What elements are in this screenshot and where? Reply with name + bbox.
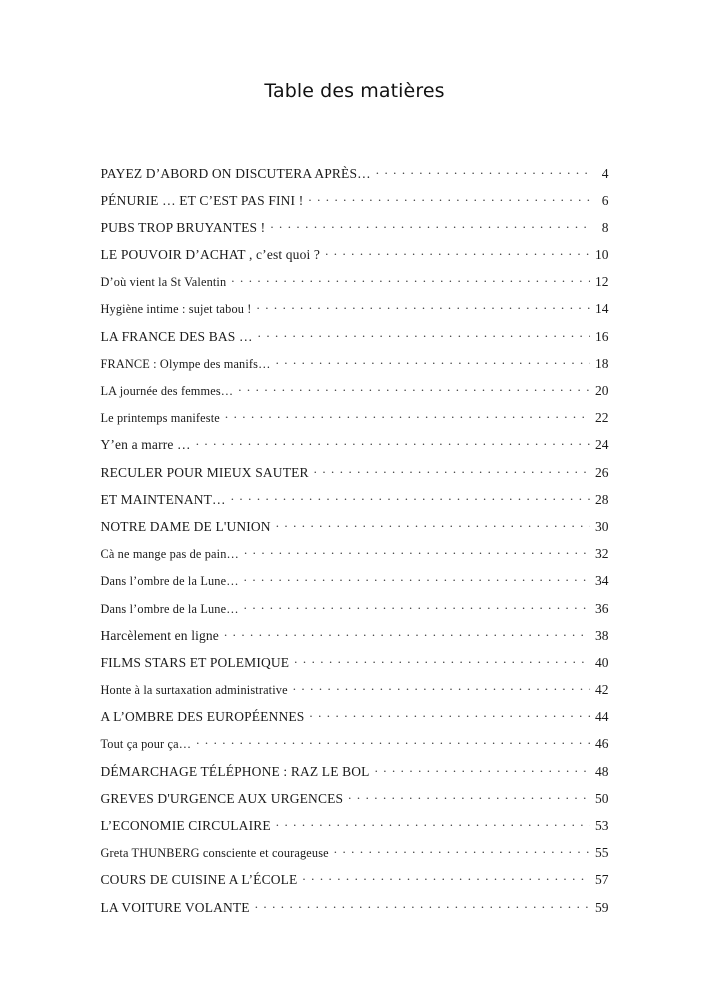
toc-entry[interactable] bbox=[101, 708, 609, 735]
toc-leader-dots bbox=[231, 273, 589, 287]
toc-entry-label: LE POUVOIR D’ACHAT , c’est quoi ? bbox=[100, 247, 321, 263]
toc-entry-page-number: 46 bbox=[595, 736, 609, 752]
toc-entry-page-number: 28 bbox=[595, 491, 609, 507]
toc-leader-dots bbox=[255, 898, 590, 912]
toc-entry[interactable] bbox=[101, 789, 609, 816]
toc-entry-page-number: 30 bbox=[595, 518, 609, 534]
toc-entry-page-number: 59 bbox=[595, 899, 609, 915]
toc-entry-label: PAYEZ D’ABORD ON DISCUTERA APRÈS… bbox=[100, 165, 371, 181]
toc-leader-dots bbox=[224, 626, 590, 640]
toc-entry[interactable] bbox=[101, 817, 609, 844]
toc-entry[interactable] bbox=[101, 653, 609, 680]
toc-entry-label: ET MAINTENANT… bbox=[100, 491, 226, 507]
toc-entry-label: Hygiène intime : sujet tabou ! bbox=[100, 302, 252, 317]
toc-entry-label: Harcèlement en ligne bbox=[100, 627, 219, 643]
toc-entry-page-number: 14 bbox=[595, 301, 609, 317]
toc-leader-dots bbox=[334, 844, 590, 858]
toc-entry[interactable] bbox=[101, 545, 609, 572]
toc-leader-dots bbox=[325, 246, 589, 260]
toc-entry-page-number: 12 bbox=[595, 274, 609, 290]
toc-entry-label: GREVES D'URGENCE AUX URGENCES bbox=[100, 790, 344, 806]
toc-leader-dots bbox=[244, 545, 590, 559]
toc-leader-dots bbox=[308, 191, 589, 205]
toc-leader-dots bbox=[293, 681, 590, 695]
toc-entry[interactable] bbox=[101, 164, 609, 191]
toc-entry-label: Tout ça pour ça… bbox=[100, 737, 192, 752]
toc-entry[interactable] bbox=[101, 191, 609, 218]
toc-entry-page-number: 34 bbox=[595, 573, 609, 589]
toc-entry[interactable] bbox=[101, 246, 609, 273]
toc-leader-dots bbox=[257, 300, 590, 314]
toc-entry-page-number: 48 bbox=[595, 763, 609, 779]
toc-entry-page-number: 38 bbox=[595, 627, 609, 643]
toc-leader-dots bbox=[348, 789, 589, 803]
toc-entry-page-number: 40 bbox=[595, 654, 609, 670]
toc-entry-page-number: 4 bbox=[601, 165, 609, 181]
toc-entry-label: L’ECONOMIE CIRCULAIRE bbox=[100, 818, 271, 833]
toc-entry-label: FRANCE : Olympe des manifs… bbox=[100, 356, 271, 371]
toc-entry-label: Y’en a marre … bbox=[100, 437, 191, 453]
toc-leader-dots bbox=[376, 164, 590, 178]
toc-leader-dots bbox=[375, 762, 590, 776]
toc-entry-label: FILMS STARS ET POLEMIQUE bbox=[100, 654, 290, 670]
toc-leader-dots bbox=[196, 735, 589, 749]
toc-leader-dots bbox=[314, 463, 590, 477]
toc-entry-label: LA journée des femmes… bbox=[100, 384, 234, 398]
toc-entry-page-number: 16 bbox=[595, 328, 609, 344]
toc-entry-label: NOTRE DAME DE L'UNION bbox=[100, 518, 271, 534]
toc-entry[interactable] bbox=[101, 490, 609, 517]
toc-leader-dots bbox=[244, 599, 590, 613]
toc-entry-label: Greta THUNBERG consciente et courageuse bbox=[100, 846, 329, 861]
toc-entry-page-number: 8 bbox=[601, 219, 609, 235]
toc-leader-dots bbox=[244, 572, 590, 586]
toc-entry[interactable] bbox=[101, 327, 609, 354]
toc-entry[interactable] bbox=[101, 844, 609, 871]
toc-leader-dots bbox=[270, 218, 589, 232]
toc-entry-page-number: 18 bbox=[595, 355, 609, 371]
toc-leader-dots bbox=[196, 436, 590, 450]
toc-entry[interactable] bbox=[101, 735, 609, 762]
toc-leader-dots bbox=[225, 409, 590, 423]
toc-entry[interactable] bbox=[101, 599, 609, 626]
toc-entry-page-number: 6 bbox=[601, 192, 609, 208]
toc-entry[interactable] bbox=[101, 762, 609, 789]
toc-leader-dots bbox=[309, 708, 589, 722]
toc-entry-page-number: 32 bbox=[595, 546, 609, 562]
toc-leader-dots bbox=[276, 354, 590, 368]
toc-entry[interactable] bbox=[101, 300, 609, 327]
toc-entry-page-number: 55 bbox=[595, 845, 609, 861]
toc-leader-dots bbox=[276, 517, 590, 531]
toc-leader-dots bbox=[302, 871, 589, 885]
toc-entry-page-number: 20 bbox=[595, 383, 609, 398]
toc-entry[interactable] bbox=[101, 436, 609, 463]
toc-entry-label: Dans l’ombre de la Lune… bbox=[100, 601, 239, 616]
toc-entry-page-number: 24 bbox=[595, 437, 609, 453]
toc-entry-label: LA VOITURE VOLANTE bbox=[100, 899, 250, 915]
toc-entry[interactable] bbox=[101, 898, 609, 925]
toc-entry-label: Cà ne mange pas de pain… bbox=[100, 547, 239, 562]
toc-entry[interactable] bbox=[101, 626, 609, 653]
toc-entry[interactable] bbox=[101, 409, 609, 436]
toc-entry[interactable] bbox=[101, 218, 609, 245]
toc-entry-page-number: 36 bbox=[595, 600, 609, 616]
toc-entry-label: PÉNURIE … ET C’EST PAS FINI ! bbox=[100, 192, 304, 208]
toc-leader-dots bbox=[276, 817, 590, 831]
toc-entry-label: Le printemps manifeste bbox=[100, 411, 220, 426]
toc-entry[interactable] bbox=[101, 517, 609, 544]
toc-leader-dots bbox=[231, 490, 590, 504]
page-title: Table des matières bbox=[264, 80, 445, 102]
toc-entry-page-number: 22 bbox=[595, 410, 609, 426]
toc-entry-label: D’où vient la St Valentin bbox=[100, 275, 227, 290]
toc-entry[interactable] bbox=[101, 382, 609, 409]
toc-entry-label: DÉMARCHAGE TÉLÉPHONE : RAZ LE BOL bbox=[100, 763, 370, 779]
toc-entry[interactable] bbox=[101, 273, 609, 300]
toc-entry-label: COURS DE CUISINE A L’ÉCOLE bbox=[100, 872, 298, 888]
toc-entry-label: PUBS TROP BRUYANTES ! bbox=[100, 219, 266, 235]
table-of-contents bbox=[0, 102, 709, 925]
toc-entry-label: A L’OMBRE DES EUROPÉENNES bbox=[100, 709, 305, 725]
toc-entry-page-number: 57 bbox=[595, 872, 609, 888]
toc-entry-page-number: 50 bbox=[595, 790, 609, 806]
toc-entry[interactable] bbox=[101, 681, 609, 708]
toc-entry-page-number: 44 bbox=[595, 709, 609, 725]
toc-entry-page-number: 26 bbox=[595, 464, 609, 480]
toc-entry[interactable] bbox=[101, 572, 609, 599]
toc-entry-label: Honte à la surtaxation administrative bbox=[100, 683, 288, 698]
toc-leader-dots bbox=[238, 382, 589, 396]
toc-leader-dots bbox=[294, 653, 589, 667]
toc-leader-dots bbox=[258, 327, 590, 341]
toc-entry-page-number: 53 bbox=[595, 818, 609, 833]
toc-entry-label: RECULER POUR MIEUX SAUTER bbox=[100, 464, 309, 480]
toc-entry[interactable] bbox=[101, 871, 609, 898]
toc-entry-page-number: 10 bbox=[595, 247, 609, 263]
toc-entry-label: Dans l’ombre de la Lune… bbox=[100, 574, 239, 589]
toc-entry[interactable] bbox=[101, 354, 609, 381]
toc-entry-page-number: 42 bbox=[595, 682, 609, 698]
toc-entry-label: LA FRANCE DES BAS … bbox=[100, 328, 253, 344]
toc-entry[interactable] bbox=[101, 463, 609, 490]
